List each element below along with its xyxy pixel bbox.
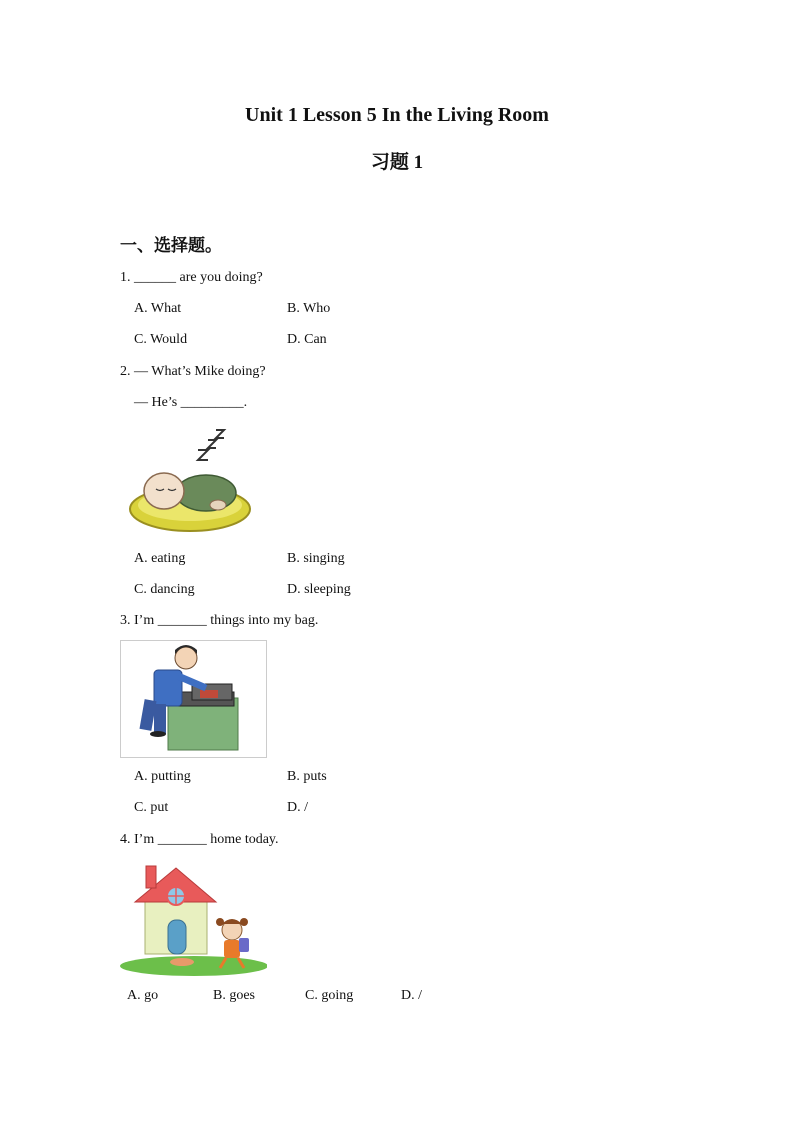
section-heading: 一、选择题。 — [120, 236, 222, 256]
question-1-option-c[interactable]: C. Would — [134, 332, 188, 347]
question-3-option-d[interactable]: D. / — [287, 800, 308, 815]
question-3-option-b[interactable]: B. puts — [287, 769, 327, 784]
question-2-text-2: — He’s _________. — [134, 395, 248, 410]
question-4-option-c[interactable]: C. going — [305, 988, 354, 1003]
question-2-option-d[interactable]: D. sleeping — [287, 582, 351, 597]
question-1-option-b[interactable]: B. Who — [287, 301, 331, 316]
question-1-option-a[interactable]: A. What — [134, 301, 182, 316]
question-4-option-b[interactable]: B. goes — [213, 988, 255, 1003]
question-1-option-d[interactable]: D. Can — [287, 332, 327, 347]
question-4-option-a[interactable]: A. go — [127, 988, 159, 1003]
question-3-option-c[interactable]: C. put — [134, 800, 169, 815]
question-4-text: 4. I’m _______ home today. — [120, 832, 279, 847]
question-3-option-a[interactable]: A. putting — [134, 769, 191, 784]
question-2-text: 2. — What’s Mike doing? — [120, 364, 266, 379]
girl-going-home-illustration — [120, 858, 267, 976]
sleeping-child-illustration — [128, 425, 254, 537]
question-2-option-c[interactable]: C. dancing — [134, 582, 195, 597]
page-subtitle: 习题 1 — [370, 152, 424, 173]
page-title: Unit 1 Lesson 5 In the Living Room — [245, 104, 549, 126]
question-3-text: 3. I’m _______ things into my bag. — [120, 613, 319, 628]
question-1-text: 1. ______ are you doing? — [120, 270, 263, 285]
question-4-option-d[interactable]: D. / — [401, 988, 422, 1003]
boy-packing-bag-illustration — [120, 640, 267, 758]
question-2-option-a[interactable]: A. eating — [134, 551, 186, 566]
question-2-option-b[interactable]: B. singing — [287, 551, 345, 566]
